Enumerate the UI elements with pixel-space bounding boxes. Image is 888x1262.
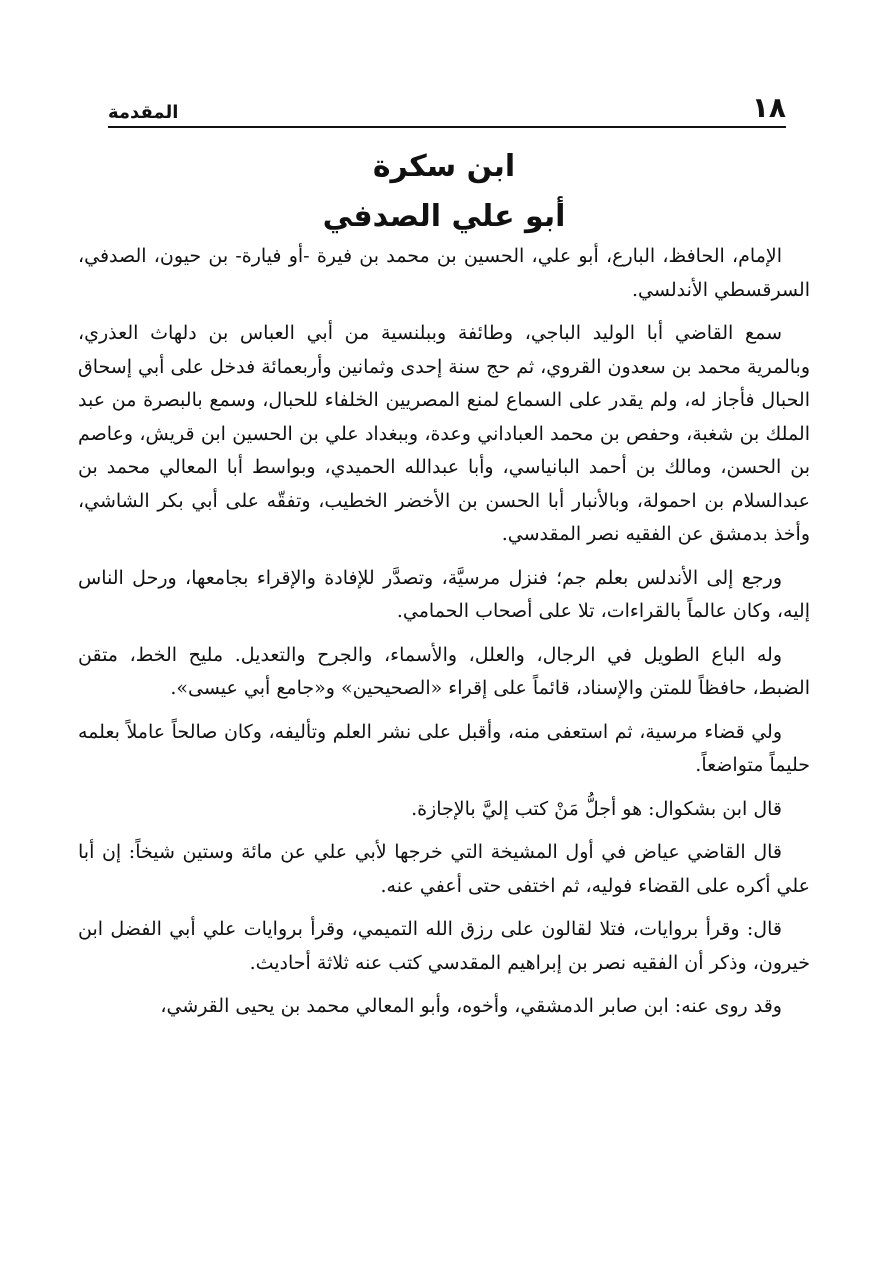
paragraph: وله الباع الطويل في الرجال، والعلل، والأسماء، والجرح والتعديل. مليح الخط، متقن الضبط، حافظاً للمتن والإسناد، قائماً على إقراء «الصحيحين» و«جامع أبي عيسى». — [78, 643, 810, 699]
page-number: ١٨ — [751, 91, 786, 124]
entry-title-kunya: أبو علي الصدفي — [322, 199, 566, 234]
paragraph: الإمام، الحافظ، البارع، أبو علي، الحسين بن محمد بن فيرة -أو فيارة- بن حيون، الصدفي، السرقسطي الأندلسي. — [78, 245, 810, 301]
running-title: المقدمة — [108, 102, 179, 123]
paragraph: ورجع إلى الأندلس بعلم جم؛ فنزل مرسيَّة، وتصدَّر للإفادة والإقراء بجامعها، ورحل الناس إليه، وكان عالماً بالقراءات، تلا على أصحاب الحمامي. — [78, 566, 810, 622]
entry-title-name: ابن سكرة — [372, 149, 516, 184]
paragraph: قال القاضي عياض في أول المشيخة التي خرجها لأبي علي عن مائة وستين شيخاً: إن أبا علي أكره على القضاء فوليه، ثم اختفى حتى أعفي عنه. — [78, 841, 810, 897]
paragraph: قال: وقرأ بروايات، فتلا لقالون على رزق الله التميمي، وقرأ بروايات علي أبي الفضل ابن خيرون، وذكر أن الفقيه نصر بن إبراهيم المقدسي كتب عنه ثلاثة أحاديث. — [78, 918, 810, 974]
body-text — [78, 240, 810, 1034]
entry-title — [0, 142, 888, 242]
paragraph: سمع القاضي أبا الوليد الباجي، وطائفة وببلنسية من أبي العباس بن دلهاث العذري، وبالمرية محمد بن سعدون القروي، ثم حج سنة إحدى وثمانين وأربعمائة فدخل على أبي إسحاق الحبال فأجاز له، ولم يقدر على السماع لمنع المصريين الخلفاء للحبال، وسمع بالبصرة من عبد الملك بن شغبة، وحفص بن محمد العباداني وعدة، وببغداد علي بن الحسين ابن قريش، وعاصم بن الحسن، ومالك بن أحمد البانياسي، وأبا عبدالله الحميدي، وبواسط أبا المعالي محمد بن عبدالسلام بن احمولة، وبالأنبار أبا الحسن بن الأخضر الخطيب، وتفقّه على أبي بكر الشاشي، وأخذ بدمشق عن الفقيه نصر المقدسي. — [78, 322, 810, 545]
paragraph: قال ابن بشكوال: هو أجلُّ مَنْ كتب إليَّ بالإجازة. — [411, 797, 782, 820]
paragraph: وقد روى عنه: ابن صابر الدمشقي، وأخوه، وأبو المعالي محمد بن يحيى القرشي، — [160, 995, 782, 1017]
paragraph: ولي قضاء مرسية، ثم استعفى منه، وأقبل على نشر العلم وتأليفه، وكان صالحاً عاملاً بعلمه حليماً متواضعاً. — [78, 720, 810, 776]
running-header — [108, 92, 786, 128]
